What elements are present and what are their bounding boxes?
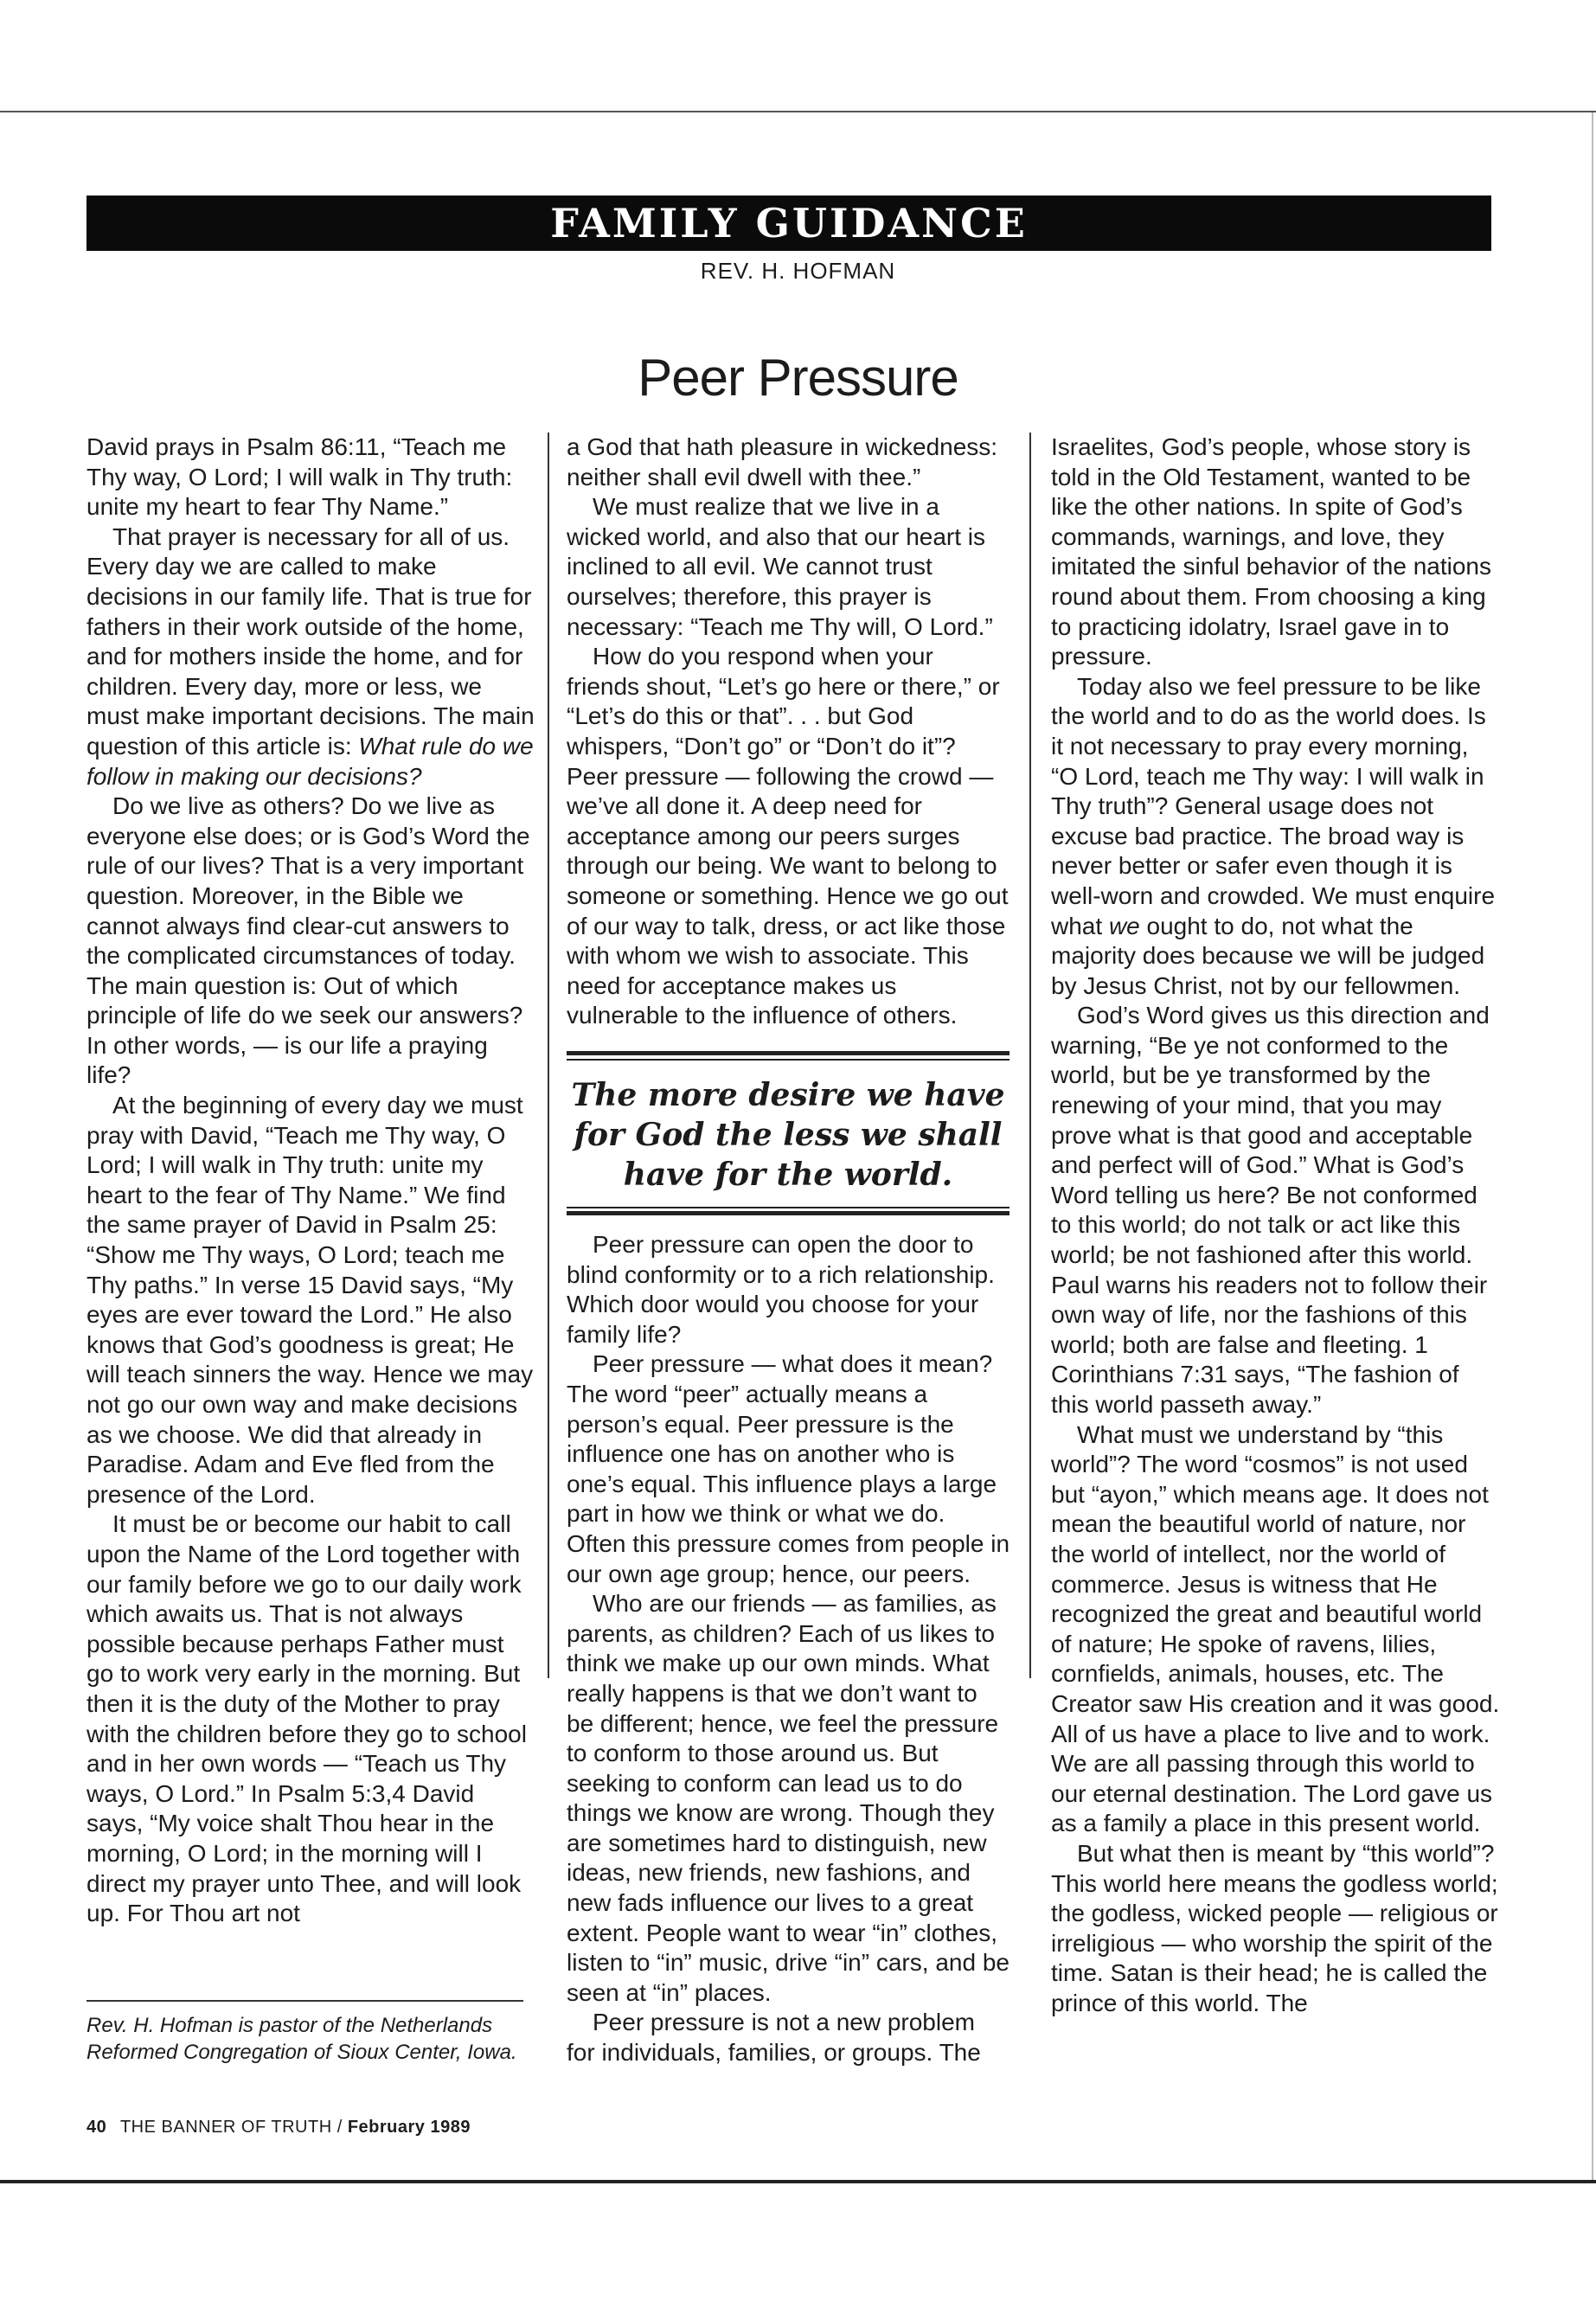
bottom-border-rule <box>0 2180 1596 2183</box>
emphasis-word: we <box>1108 912 1140 939</box>
page-number: 40 <box>87 2118 107 2137</box>
paragraph: But what then is meant by “this world”? This world here means the godless world; the godless, wicked people — religious or irreligious — who worship the spirit of the time. Satan is their head; he is called the prince of this world. The <box>1051 1839 1498 2016</box>
pull-quote-top-rule <box>567 1051 1010 1055</box>
paragraph: Peer pressure is not a new problem for individuals, families, or groups. The <box>567 2009 981 2067</box>
paragraph: Peer pressure — what does it mean? The word “peer” actually means a person’s equal. Peer pressure is the influence one has on another who is one’s equal. This influence plays a large part in how we think or what we do. Often this pressure comes from people in our own age group; hence, our peers. <box>567 1350 1010 1587</box>
paragraph: What must we understand by “this world”? The word “cosmos” is not used but “ayon,” which means age. It does not mean the beautiful world of nature, nor the world of intellect, nor the world of commerce. Jesus is witness that He recognized the great and beautiful world of nature; He spoke of ravens, lilies, cornfields, animals, houses, etc. The Creator saw His creation and it was good. All of us have a place to live and to work. We are all passing through this world to our eternal destination. The Lord gave us as a family a place in this present world. <box>1051 1420 1500 1837</box>
pull-quote <box>567 1051 1010 1220</box>
page-footer <box>87 2118 471 2138</box>
paragraph: How do you respond when your friends shout, “Let’s go here or there,” or “Let’s do this or that”. . . but God whispers, “Don’t go” or “Don’t do it”? Peer pressure — following the crowd — we’ve all done it. A deep need for acceptance among our peers surges through our being. We want to belong to someone or something. Hence we go out of our way to talk, dress, or act like those with whom we wish to associate. This need for acceptance makes us vulnerable to the influence of others. <box>567 643 1009 1029</box>
paragraph: Who are our friends — as families, as parents, as children? Each of us likes to think we make up our own minds. What really happens is that we don’t want to be different; hence, we feel the pressure to conform to those around us. But seeking to conform can lead us to do things we know are wrong. Though they are sometimes hard to distinguish, new ideas, new friends, new fashions, and new fads influence our lives to a great extent. People want to wear “in” clothes, listen to “in” music, drive “in” cars, and be seen at “in” places. <box>567 1590 1010 2006</box>
paragraph: We must realize that we live in a wicked world, and also that our heart is inclined to all evil. We cannot trust ourselves; therefore, this prayer is necessary: “Teach me Thy will, O Lord.” <box>567 493 993 640</box>
article-column-3 <box>1051 433 1501 2018</box>
article-column-1 <box>87 433 536 1929</box>
footnote-divider <box>87 2000 523 2002</box>
section-banner: FAMILY GUIDANCE <box>87 195 1491 251</box>
column-divider-1 <box>548 433 549 1678</box>
article-column-2 <box>567 433 1010 1031</box>
paragraph: It must be or become our habit to call upon the Name of the Lord together with our family before we go to our daily work which awaits us. That is not always possible because perhaps Father must go to work very early in the morning. But then it is the duty of the Mother to pray with the children before they go to school and in her own words — “Teach us Thy ways, O Lord.” In Psalm 5:3,4 David says, “My voice shalt Thou hear in the morning, O Lord; in the morning will I direct my prayer unto Thee, and will look up. For Thou art not <box>87 1510 527 1927</box>
pull-quote-bottom-rule-thin <box>567 1207 1010 1208</box>
top-border-rule <box>0 111 1596 112</box>
right-border-rule <box>1592 112 1593 2180</box>
issue-date: February 1989 <box>347 2118 471 2137</box>
paragraph: That prayer is necessary for all of us. Every day we are called to make decisions in our family life. That is true for fathers in their work outside of the home, and for mothers inside the home, and for children. Every day, more or less, we must make important decisions. The main question of this article is: What rule do we follow in making our decisions? <box>87 522 535 790</box>
author-byline: REV. H. HOFMAN <box>700 258 896 284</box>
article-column-2-continued <box>567 1230 1010 2068</box>
pull-quote-bottom-rule <box>567 1211 1010 1215</box>
emphasis-question: What rule do we follow in making our decisions? <box>87 732 534 790</box>
paragraph: a God that hath pleasure in wickedness: neither shall evil dwell with thee.” <box>567 433 998 490</box>
paragraph: David prays in Psalm 86:11, “Teach me Thy way, O Lord; I will walk in Thy truth: unite my heart to fear Thy Name.” <box>87 433 513 521</box>
author-footnote: Rev. H. Hofman is pastor of the Netherlands Reformed Congregation of Sioux Center, Iowa. <box>87 2014 517 2064</box>
paragraph: Israelites, God’s people, whose story is told in the Old Testament, wanted to be like the other nations. In spite of God’s commands, warnings, and love, they imitated the sinful behavior of the nations round about them. From choosing a king to practicing idolatry, Israel gave in to pressure. <box>1051 433 1491 670</box>
pull-quote-text: The more desire we have for God the less we shall have for the world. <box>571 1077 1005 1193</box>
article-title: Peer Pressure <box>638 349 958 407</box>
column-divider-2 <box>1029 433 1031 1678</box>
paragraph: Peer pressure can open the door to blind conformity or to a rich relationship. Which door would you choose for your family life? <box>567 1231 995 1348</box>
paragraph: Today also we feel pressure to be like the world and to do as the world does. Is it not necessary to pray every morning, “O Lord, teach me Thy way: I will walk in Thy truth”? General usage does not excuse bad practice. The broad way is never better or safer even though it is well-worn and crowded. We must enquire what we ought to do, not what the majority does because we will be judged by Jesus Christ, not by our fellowmen. <box>1051 672 1496 999</box>
paragraph: Do we live as others? Do we live as everyone else does; or is God’s Word the rule of our lives? That is a very important question. Moreover, in the Bible we cannot always find clear-cut answers to the complicated circumstances of today. The main question is: Out of which principle of life do we seek our answers? In other words, — is our life a praying life? <box>87 792 530 1089</box>
pull-quote-top-rule-thin <box>567 1059 1010 1061</box>
paragraph: God’s Word gives us this direction and warning, “Be ye not conformed to the world, but be ye transformed by the renewing of your mind, that you may prove what is that good and acceptable and perfect will of God.” What is God’s Word telling us here? Be not conformed to this world; do not talk or act like this world; be not fashioned after this world. Paul warns his readers not to follow their own way of life, nor the fashions of this world; both are false and fleeting. 1 Corinthians 7:31 says, “The fashion of this world passeth away.” <box>1051 1002 1490 1418</box>
paragraph: At the beginning of every day we must pray with David, “Teach me Thy way, O Lord; I will walk in Thy truth: unite my heart to the fear of Thy Name.” We find the same prayer of David in Psalm 25: “Show me Thy ways, O Lord; teach me Thy paths.” In verse 15 David says, “My eyes are ever toward the Lord.” He also knows that God’s goodness is great; He will teach sinners the way. Hence we may not go our own way and make decisions as we choose. We did that already in Paradise. Adam and Eve fled from the presence of the Lord. <box>87 1092 534 1508</box>
publication-name: THE BANNER OF TRUTH / <box>119 2118 343 2137</box>
